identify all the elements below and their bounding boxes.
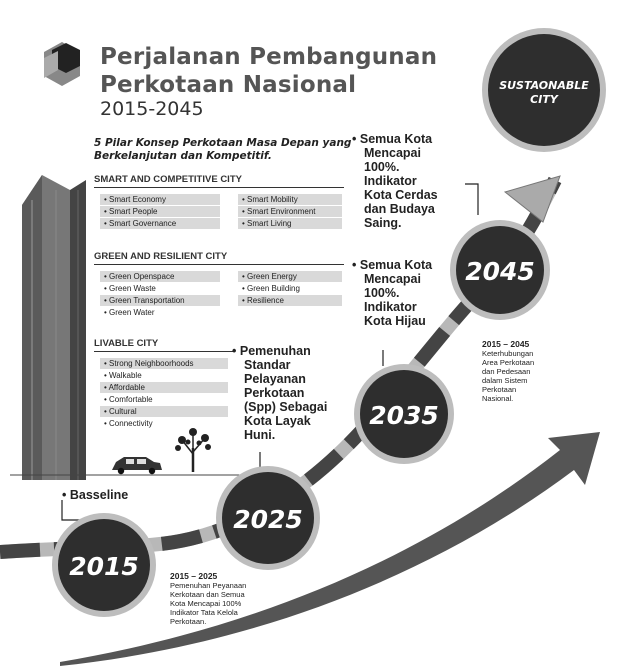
milestone-2025-label: 2025 bbox=[233, 505, 303, 534]
note-line: Saing. bbox=[364, 216, 402, 230]
note-line: 100%. bbox=[364, 286, 400, 300]
pillar-item: • Cultural bbox=[100, 406, 228, 417]
page-title-line1: Perjalanan Pembangunan bbox=[100, 44, 438, 70]
note-line: 100%. bbox=[364, 160, 400, 174]
milestone-2035-label: 2035 bbox=[369, 401, 439, 430]
group-title-green: GREEN AND RESILIENT CITY bbox=[94, 251, 228, 262]
detail-note-line: dalam Sistem bbox=[482, 376, 528, 385]
building-icon bbox=[22, 175, 86, 480]
detail-note-year: 2015 – 2025 bbox=[170, 571, 218, 581]
note-2035 bbox=[352, 258, 462, 328]
group-divider bbox=[94, 351, 234, 352]
pillar-item: • Resilience bbox=[238, 295, 342, 306]
pillar-item: • Smart Environment bbox=[238, 206, 342, 217]
car-icon bbox=[112, 457, 162, 474]
pillar-item: • Walkable bbox=[100, 370, 228, 381]
milestone-2015-label: 2015 bbox=[69, 552, 139, 581]
pillar-item: • Affordable bbox=[100, 382, 228, 393]
group-title-smart: SMART AND COMPETITIVE CITY bbox=[94, 174, 242, 185]
milestone-circle-2015 bbox=[52, 513, 156, 617]
pillar-item: • Green Water bbox=[100, 307, 220, 318]
milestone-circle-2035 bbox=[354, 364, 454, 464]
detail-note-2025 bbox=[170, 572, 270, 626]
milestone-circle-2025 bbox=[216, 466, 320, 570]
year-range: 2015-2045 bbox=[100, 98, 204, 120]
detail-note-line: Kota Mencapai 100% bbox=[170, 599, 242, 608]
detail-note-line: dan Pedesaan bbox=[482, 367, 531, 376]
pillar-item: • Green Transportation bbox=[100, 295, 220, 306]
pillar-item: • Comfortable bbox=[100, 394, 228, 405]
detail-note-line: Indikator Tata Kelola bbox=[170, 608, 238, 617]
note-line: Standar bbox=[244, 358, 291, 372]
tree-icon bbox=[175, 428, 211, 472]
note-line: Mencapai bbox=[364, 272, 421, 286]
milestone-circle-2045 bbox=[450, 220, 550, 320]
pillar-item: • Connectivity bbox=[100, 418, 228, 429]
pillar-item: • Green Waste bbox=[100, 283, 220, 294]
milestone-2045-label: 2045 bbox=[465, 257, 535, 286]
note-line: Semua Kota bbox=[359, 132, 433, 146]
note-line: Pemenuhan bbox=[239, 344, 311, 358]
note-2025 bbox=[232, 344, 352, 442]
pillar-item: • Strong Neighboorhoods bbox=[100, 358, 228, 369]
note-line: Kota Layak bbox=[244, 414, 311, 428]
detail-note-line: Nasional. bbox=[482, 394, 514, 403]
pillars-heading: 5 Pilar Konsep Perkotaan Masa Depan yang Berkelanjutan dan Kompetitif. bbox=[94, 137, 352, 162]
note-line: Perkotaan bbox=[244, 386, 305, 400]
note-line: (Spp) Sebagai bbox=[244, 400, 328, 414]
note-baseline: • Basseline bbox=[62, 488, 128, 502]
hexagon-logo-icon bbox=[44, 42, 80, 86]
note-line: dan Budaya bbox=[364, 202, 435, 216]
detail-note-2045 bbox=[482, 340, 582, 403]
note-2045 bbox=[352, 132, 462, 230]
note-line: Indikator bbox=[364, 174, 417, 188]
note-line: Kota Cerdas bbox=[364, 188, 438, 202]
group-divider bbox=[94, 264, 344, 265]
detail-note-line: Pemenuhan Peyanaan bbox=[170, 581, 247, 590]
note-line: Pelayanan bbox=[244, 372, 306, 386]
pillar-item: • Smart Mobility bbox=[238, 194, 342, 205]
note-line: Mencapai bbox=[364, 146, 421, 160]
detail-note-year: 2015 – 2045 bbox=[482, 339, 530, 349]
note-line: Semua Kota bbox=[359, 258, 433, 272]
pillar-item: • Smart Governance bbox=[100, 218, 220, 229]
goal-circle bbox=[482, 28, 606, 152]
goal-label-line2: CITY bbox=[530, 93, 558, 106]
pillar-item: • Smart Living bbox=[238, 218, 342, 229]
note-line: Indikator bbox=[364, 300, 417, 314]
group-divider bbox=[94, 187, 344, 188]
pillar-item: • Green Energy bbox=[238, 271, 342, 282]
note-line: Huni. bbox=[244, 428, 276, 442]
pillar-item: • Smart Economy bbox=[100, 194, 220, 205]
note-line: Kota Hijau bbox=[364, 314, 426, 328]
detail-note-line: Perkotaan bbox=[482, 385, 517, 394]
pillar-item: • Smart People bbox=[100, 206, 220, 217]
detail-note-line: Keterhubungan bbox=[482, 349, 534, 358]
pillar-item: • Green Building bbox=[238, 283, 342, 294]
group-title-livable: LIVABLE CITY bbox=[94, 338, 159, 349]
detail-note-line: Perkotaan. bbox=[170, 617, 207, 626]
pillar-item: • Green Openspace bbox=[100, 271, 220, 282]
detail-note-line: Kerkotaan dan Semua bbox=[170, 590, 245, 599]
page-title-line2: Perkotaan Nasional bbox=[100, 72, 357, 98]
goal-label-line1: SUSTAONABLE bbox=[499, 79, 589, 92]
detail-note-line: Area Perkotaan bbox=[482, 358, 535, 367]
